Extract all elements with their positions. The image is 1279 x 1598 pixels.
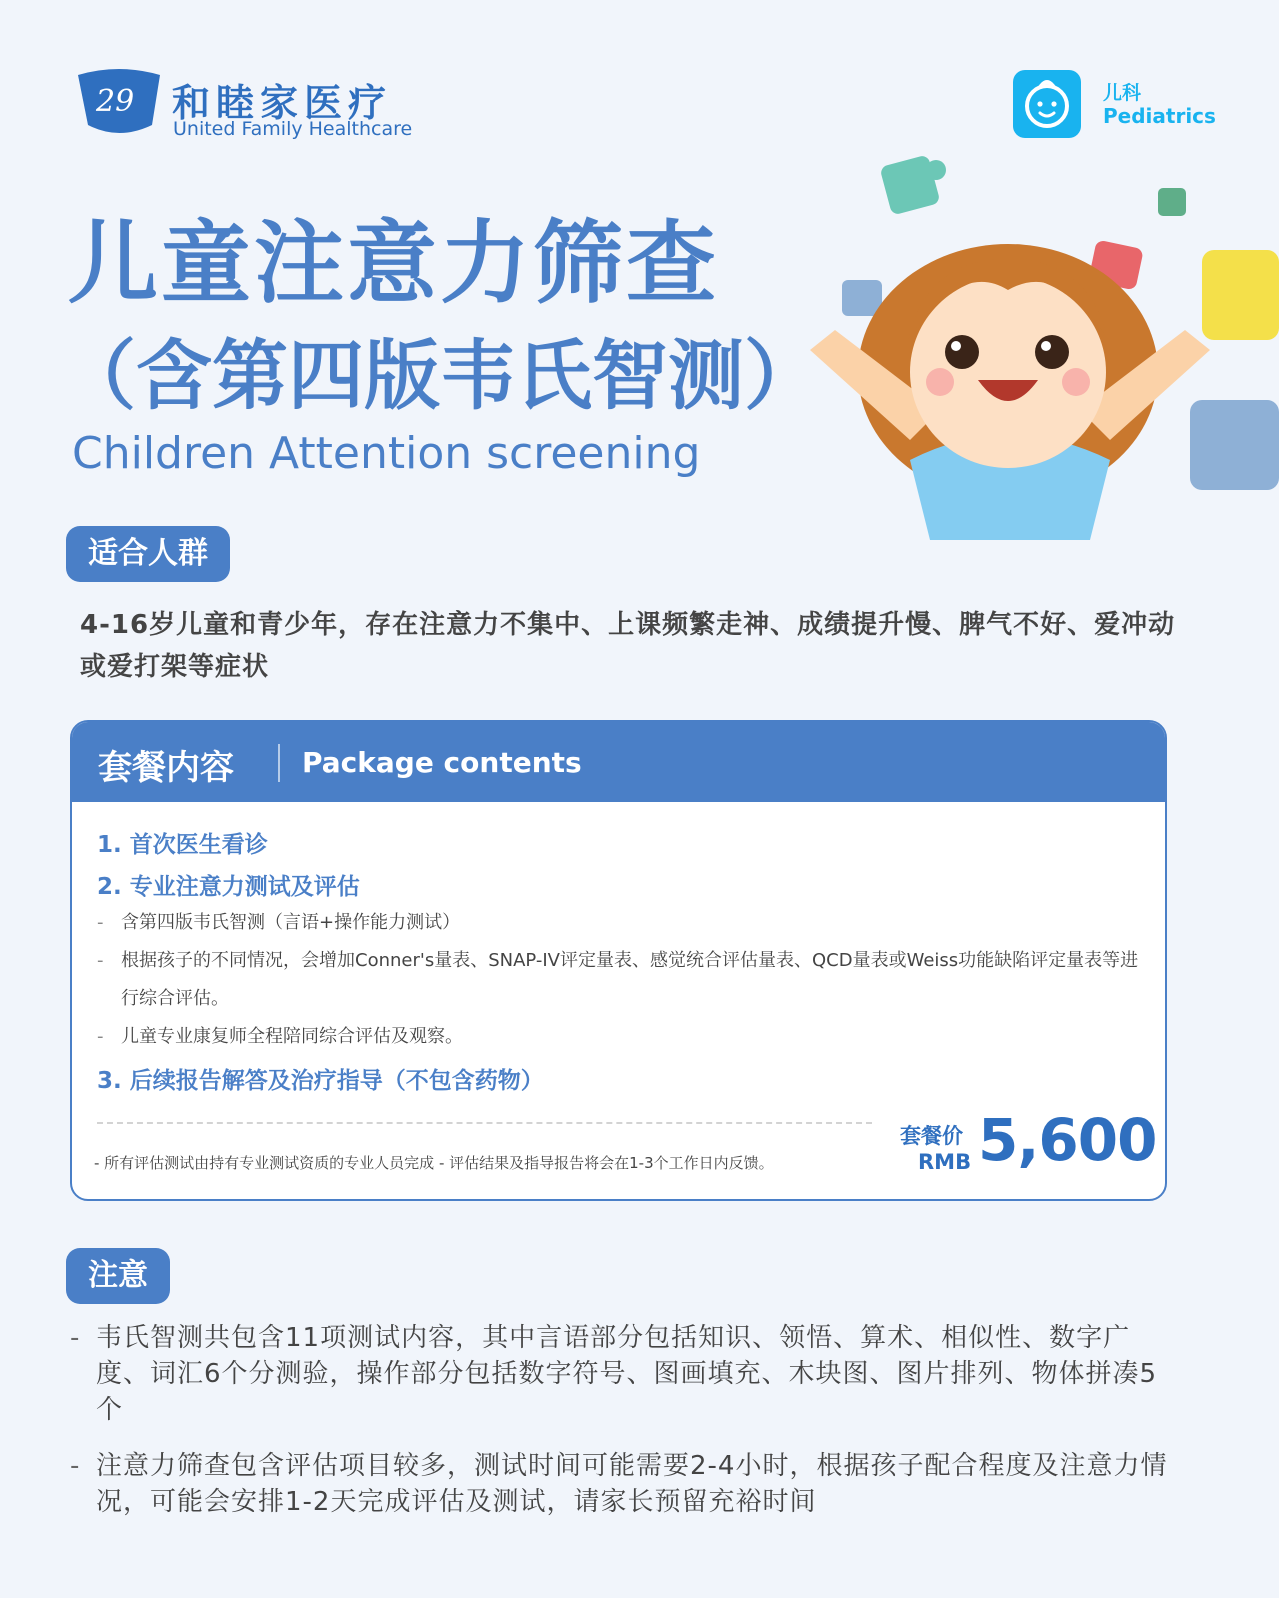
- ufh-logo-icon: [76, 67, 162, 137]
- package-card: [70, 720, 1167, 1201]
- package-subitem: - 根据孩子的不同情况，会增加Conner's量表、SNAP-IV评定量表、感觉统合评估量表、QCD量表或Weiss功能缺陷评定量表等进行综合评估。: [97, 942, 1147, 1018]
- puzzle-piece-icon: [842, 280, 882, 316]
- price-currency: RMB: [918, 1150, 972, 1174]
- svg-text:29: 29: [96, 84, 135, 119]
- package-item-assessment: 2. 专业注意力测试及评估: [97, 874, 360, 900]
- dashed-divider: [97, 1122, 872, 1124]
- puzzle-piece-icon: [879, 154, 946, 215]
- package-item-doctor: 1. 首次医生看诊: [97, 832, 268, 858]
- dash-bullet: -: [97, 1026, 104, 1047]
- header-divider: [278, 744, 280, 782]
- puzzle-piece-icon: [1190, 400, 1279, 490]
- notice-item: - 韦氏智测共包含11项测试内容，其中言语部分包括知识、领悟、算术、相似性、数字广度、词汇6个分测验，操作部分包括数字符号、图画填充、木块图、图片排列、物体拼凑5个: [70, 1320, 1180, 1428]
- package-item-report: 3. 后续报告解答及治疗指导（不包含药物）: [97, 1068, 544, 1094]
- package-subitem: - 儿童专业康复师全程陪同综合评估及观察。: [97, 1018, 1147, 1056]
- page-subtitle: （含第四版韦氏智测）: [60, 331, 820, 420]
- puzzle-piece-icon: [1158, 188, 1186, 216]
- dash-bullet: -: [70, 1451, 81, 1481]
- page-title: 儿童注意力筛查: [68, 211, 719, 316]
- brand-name-cn: 和睦家医疗: [172, 81, 393, 125]
- dash-bullet: -: [70, 1323, 81, 1353]
- audience-label: 适合人群: [66, 526, 230, 582]
- department-en: Pediatrics: [1103, 104, 1216, 128]
- notice-label: 注意: [66, 1248, 170, 1304]
- dash-bullet: -: [97, 912, 104, 933]
- notice-item: - 注意力筛查包含评估项目较多，测试时间可能需要2-4小时，根据孩子配合程度及注意力情况，可能会安排1-2天完成评估及测试，请家长预留充裕时间: [70, 1448, 1180, 1520]
- department-cn: 儿科: [1103, 82, 1142, 104]
- audience-description: 4-16岁儿童和青少年，存在注意力不集中、上课频繁走神、成绩提升慢、脾气不好、爱冲动或爱打架等症状: [80, 610, 1176, 682]
- dash-bullet: -: [97, 950, 104, 971]
- puzzle-piece-icon: [1202, 250, 1279, 340]
- happy-girl-puzzle-illustration: [790, 140, 1279, 540]
- brand-name-en: United Family Healthcare: [173, 118, 413, 140]
- pediatrics-baby-icon: [1013, 70, 1081, 138]
- package-header: [72, 722, 1165, 802]
- package-title-cn: 套餐内容: [98, 748, 234, 788]
- package-footnote: - 所有评估测试由持有专业测试资质的专业人员完成 - 评估结果及指导报告将会在1-3个工作日内反馈。: [94, 1154, 774, 1172]
- price-value: 5,600: [978, 1106, 1157, 1174]
- package-title-en: Package contents: [302, 746, 582, 779]
- page-title-english: Children Attention screening: [72, 428, 701, 479]
- package-subitem: - 含第四版韦氏智测（言语+操作能力测试）: [97, 904, 1147, 942]
- price-label: 套餐价: [900, 1124, 963, 1148]
